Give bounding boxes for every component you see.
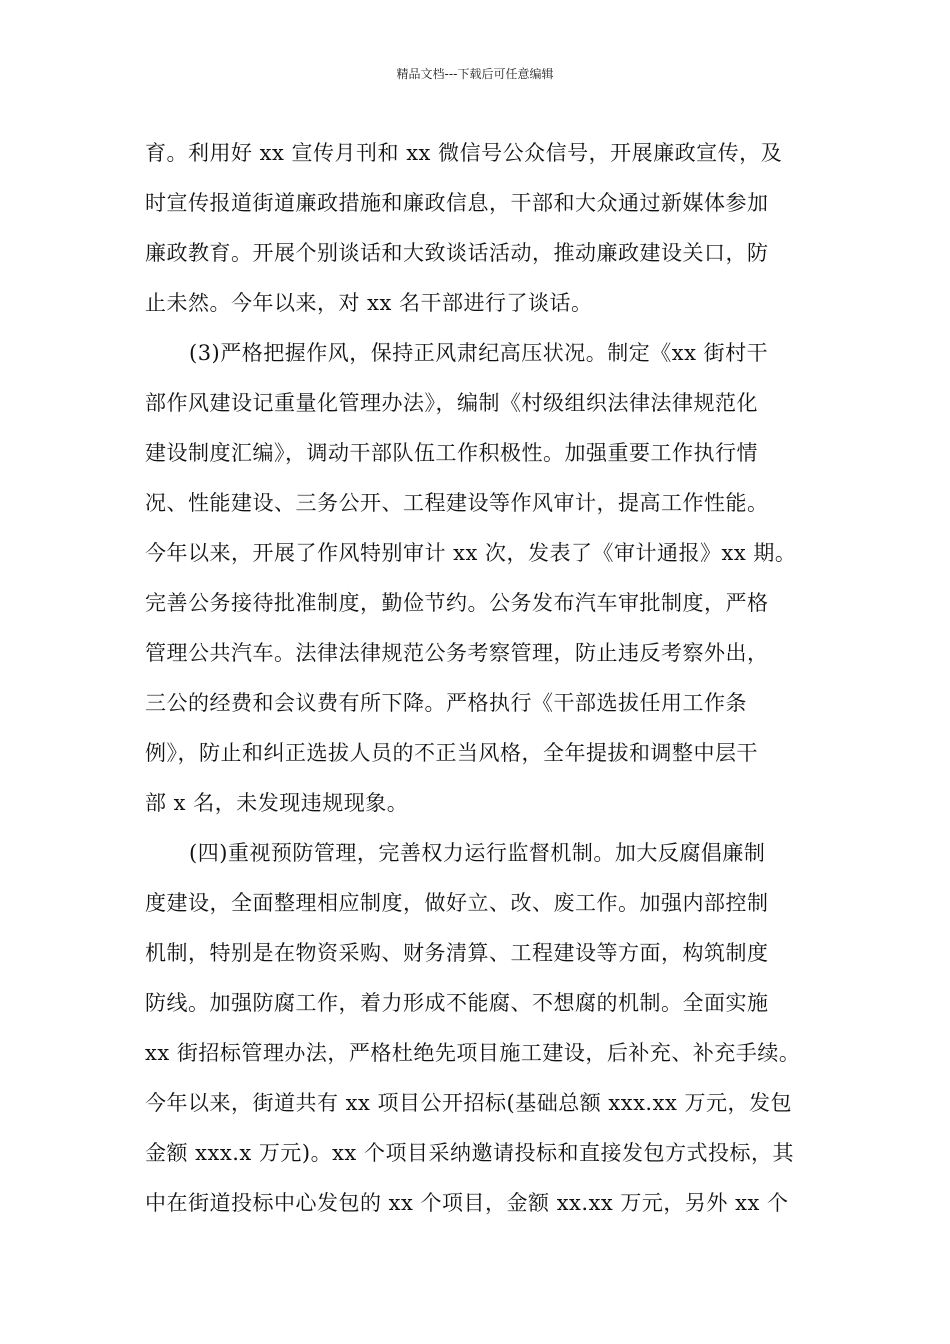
text-line: 机制，特别是在物资采购、财务清算、工程建设等方面，构筑制度 bbox=[145, 941, 769, 965]
page-header: 精品文档---下载后可任意编辑 bbox=[396, 67, 554, 81]
text-line: 今年以来，开展了作风特别审计 xx 次，发表了《审计通报》xx 期。 bbox=[145, 541, 797, 565]
text-line: 中在街道投标中心发包的 xx 个项目，金额 xx.xx 万元，另外 xx 个 bbox=[145, 1191, 789, 1215]
text-line: 部作风建设记重量化管理办法》，编制《村级组织法律法律规范化 bbox=[145, 391, 758, 415]
text-line: 金额 xxx.x 万元)。xx 个项目采纳邀请投标和直接发包方式投标，其 bbox=[145, 1141, 794, 1165]
text-line: 建设制度汇编》，调动干部队伍工作积极性。加强重要工作执行情 bbox=[145, 441, 758, 465]
text-line: 管理公共汽车。法律法律规范公务考察管理，防止违反考察外出， bbox=[145, 641, 769, 665]
text-line: 廉政教育。开展个别谈话和大致谈话活动，推动廉政建设关口，防 bbox=[145, 241, 769, 265]
text-line: 部 x 名，未发现违规现象。 bbox=[145, 791, 409, 815]
document-body bbox=[145, 128, 810, 1228]
text-line: (四)重视预防管理，完善权力运行监督机制。加大反腐倡廉制 bbox=[189, 841, 766, 865]
text-line: 完善公务接待批准制度，勤俭节约。公务发布汽车审批制度，严格 bbox=[145, 591, 769, 615]
text-line: 例》，防止和纠正选拔人员的不正当风格，全年提拔和调整中层干 bbox=[145, 741, 758, 765]
text-line: 育。利用好 xx 宣传月刊和 xx 微信号公众信号，开展廉政宣传，及 bbox=[145, 141, 783, 165]
text-line: 三公的经费和会议费有所下降。严格执行《干部选拔任用工作条 bbox=[145, 691, 747, 715]
text-line: 时宣传报道街道廉政措施和廉政信息，干部和大众通过新媒体参加 bbox=[145, 191, 769, 215]
text-line: 防线。加强防腐工作，着力形成不能腐、不想腐的机制。全面实施 bbox=[145, 991, 769, 1015]
text-line: xx 街招标管理办法，严格杜绝先项目施工建设，后补充、补充手续。 bbox=[145, 1041, 801, 1065]
text-line: (3)严格把握作风，保持正风肃纪高压状况。制定《xx 街村干 bbox=[189, 341, 769, 365]
text-line: 今年以来，街道共有 xx 项目公开招标(基础总额 xxx.xx 万元，发包 bbox=[145, 1091, 792, 1115]
text-line: 止未然。今年以来，对 xx 名干部进行了谈话。 bbox=[145, 291, 593, 315]
text-line: 况、性能建设、三务公开、工程建设等作风审计，提高工作性能。 bbox=[145, 491, 769, 515]
text-line: 度建设，全面整理相应制度，做好立、改、废工作。加强内部控制 bbox=[145, 891, 769, 915]
